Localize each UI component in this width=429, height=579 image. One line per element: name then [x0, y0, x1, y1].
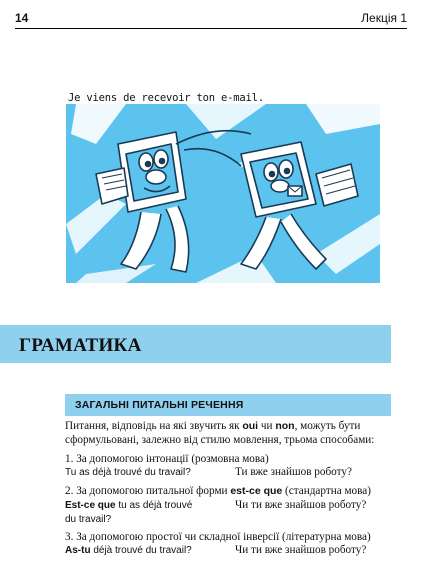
item2-french-bold: Est-ce que — [65, 500, 116, 511]
item2-heading-text: 2. За допомогою питальної форми — [65, 485, 231, 497]
intro-oui: oui — [242, 420, 259, 432]
illustration-caption: Je viens de recevoir ton e-mail. — [68, 92, 264, 104]
item3-ukrainian: Чи ти вже знайшов роботу? — [235, 544, 367, 556]
item1-heading: 1. За допомогою інтонації (розмовна мова) — [65, 453, 269, 465]
computers-illustration — [66, 104, 380, 283]
item2-heading — [65, 485, 371, 497]
item2-heading-text: (стандартна мова) — [282, 485, 371, 497]
page-number: 14 — [15, 11, 29, 25]
intro-line-2: сформульовані, залежно від стилю мовлення, трьома способами: — [65, 434, 375, 446]
item2-ukrainian: Чи ти вже знайшов роботу? — [235, 499, 367, 511]
intro-non: non — [275, 420, 295, 432]
intro-line-1 — [65, 420, 360, 432]
lecture-label: Лекція 1 — [361, 11, 407, 25]
header-divider — [15, 28, 407, 29]
item3-french-bold: As-tu — [65, 545, 91, 556]
item3-heading: 3. За допомогою простої чи складної інверсії (літературна мова) — [65, 531, 371, 543]
item3-french-text: déjà trouvé du travail? — [90, 545, 192, 556]
intro-text: Питання, відповідь на які звучить як — [65, 420, 243, 432]
section-title: ЗАГАЛЬНІ ПИТАЛЬНІ РЕЧЕННЯ — [75, 399, 244, 411]
page-header — [15, 9, 407, 27]
item2-french-line2: du travail? — [65, 514, 112, 525]
intro-text: , можуть бути — [294, 420, 361, 432]
item2-french — [65, 500, 192, 511]
item2-french-text: tu as déjà trouvé — [115, 500, 193, 511]
item3-french — [65, 545, 192, 556]
item1-french: Tu as déjà trouvé du travail? — [65, 467, 191, 478]
grammar-title: ГРАМАТИКА — [19, 335, 142, 356]
item1-ukrainian: Ти вже знайшов роботу? — [235, 466, 352, 478]
item2-heading-bold: est-ce que — [230, 485, 283, 497]
intro-text: чи — [258, 420, 276, 432]
